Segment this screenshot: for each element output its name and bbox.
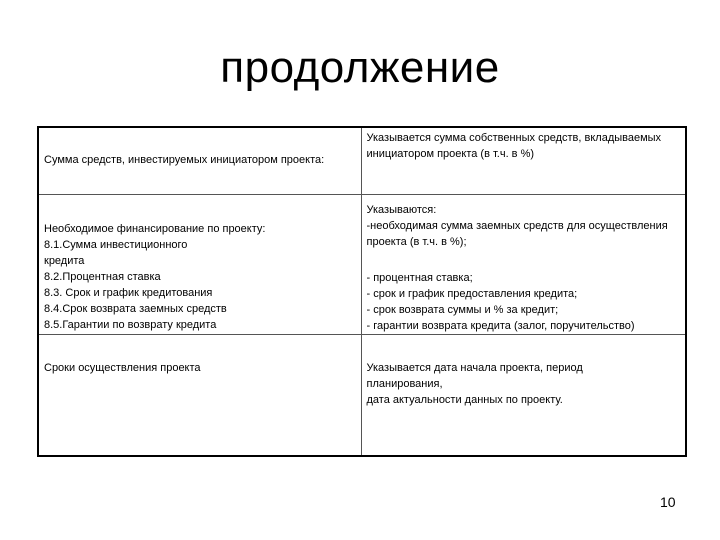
table-cell-description [361, 335, 686, 457]
page-number: 10 [660, 494, 676, 510]
row3-description-line: дата актуальности данных по проекту. [366, 394, 563, 406]
row3-description-line: Указывается дата начала проекта, период [366, 362, 583, 374]
table-row [38, 127, 686, 195]
table-cell-label [38, 195, 361, 335]
table-row [38, 195, 686, 335]
row2-description-line: - срок возврата суммы и % за кредит; [366, 304, 559, 316]
table-cell-description [361, 127, 686, 195]
spacer [367, 250, 681, 270]
table-cell-label [38, 127, 361, 195]
row2-label-line: кредита [44, 255, 85, 267]
row2-description-line: - гарантии возврата кредита (залог, поручительство) [366, 320, 635, 332]
row3-description-line: планирования, [366, 378, 443, 390]
row2-label-line: 8.3. Срок и график кредитования [44, 287, 213, 299]
row2-description-line: -необходимая сумма заемных средств для осуществления проекта (в т.ч. в %); [366, 220, 668, 248]
row2-label-line: 8.5.Гарантии по возврату кредита [44, 319, 217, 331]
row2-label-line: 8.2.Процентная ставка [44, 271, 161, 283]
table-cell-label [38, 335, 361, 457]
row3-label: Сроки осуществления проекта [44, 362, 201, 374]
row2-label-line: 8.1.Сумма инвестиционного [44, 239, 188, 251]
row2-description-line: - срок и график предоставления кредита; [366, 288, 578, 300]
row2-label-line: 8.4.Срок возврата заемных средств [44, 303, 227, 315]
row2-description-line: - процентная ставка; [366, 272, 473, 284]
row1-description: Указывается сумма собственных средств, вкладываемых инициатором проекта (в т.ч. в %) [366, 132, 662, 160]
slide-title: продолжение [220, 43, 500, 92]
table-cell-description [361, 195, 686, 335]
project-info-table [37, 126, 687, 457]
row2-description-line: Указываются: [366, 204, 437, 216]
row1-label: Сумма средств, инвестируемых инициатором проекта: [44, 154, 325, 166]
table-row [38, 335, 686, 457]
row2-label-line: Необходимое финансирование по проекту: [44, 223, 266, 235]
